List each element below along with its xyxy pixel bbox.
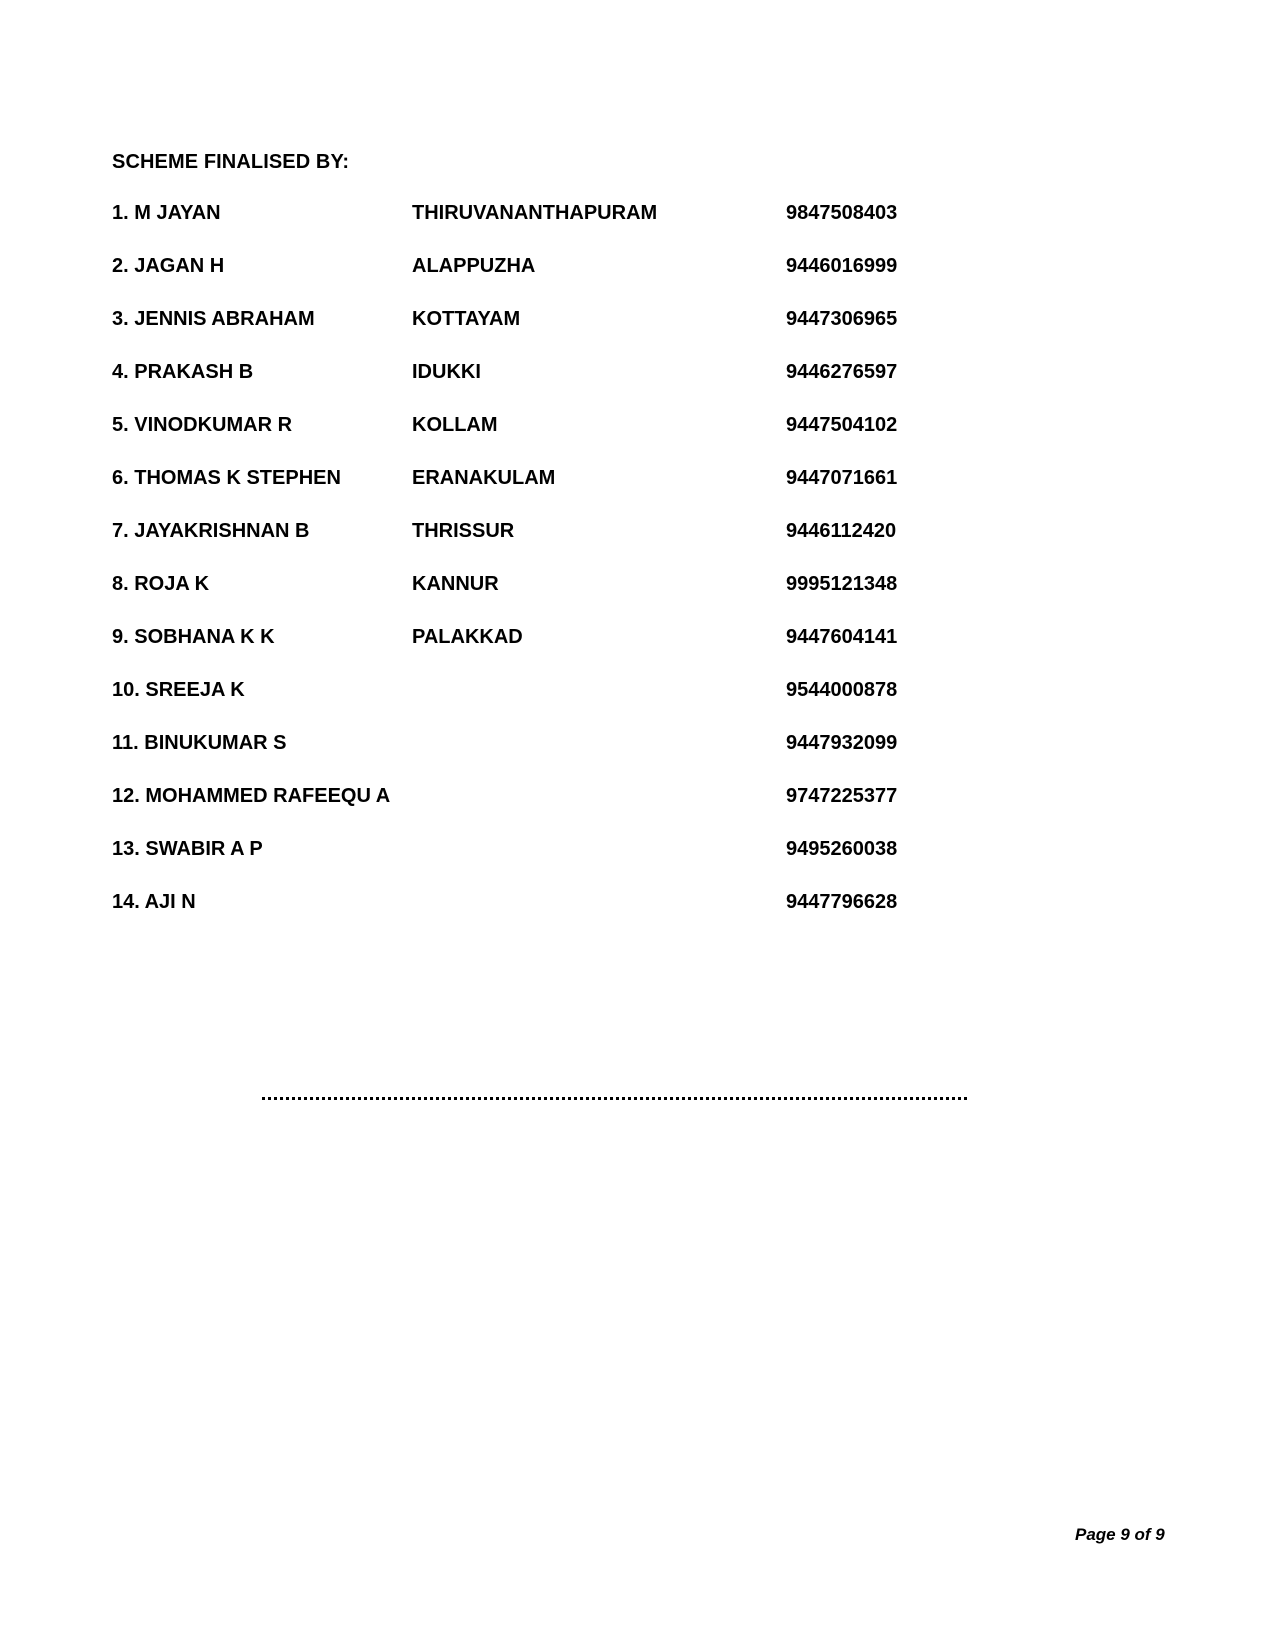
list-item (112, 732, 1012, 785)
member-name: 9. SOBHANA K K (112, 626, 275, 648)
member-name: 8. ROJA K (112, 573, 210, 595)
list-item (112, 467, 1012, 520)
member-district: ALAPPUZHA (412, 255, 536, 277)
member-phone: 9446016999 (786, 255, 898, 277)
section-heading: SCHEME FINALISED BY: (112, 151, 350, 173)
member-name: 7. JAYAKRISHNAN B (112, 520, 310, 542)
member-district: PALAKKAD (412, 626, 523, 648)
member-phone: 9446112420 (786, 520, 897, 542)
member-list (112, 202, 1012, 944)
member-name: 2. JAGAN H (112, 255, 225, 277)
member-name: 5. VINODKUMAR R (112, 414, 293, 436)
list-item (112, 679, 1012, 732)
member-name: 11. BINUKUMAR S (112, 732, 287, 754)
member-district: KOLLAM (412, 414, 498, 436)
list-item (112, 255, 1012, 308)
page-number: Page 9 of 9 (1075, 1525, 1165, 1544)
member-district: ERANAKULAM (412, 467, 556, 489)
member-district: THRISSUR (412, 520, 515, 542)
member-name: 6. THOMAS K STEPHEN (112, 467, 341, 489)
member-phone: 9447504102 (786, 414, 898, 436)
member-phone: 9544000878 (786, 679, 898, 701)
member-phone: 9447796628 (786, 891, 898, 913)
member-phone: 9447071661 (786, 467, 898, 489)
member-name: 14. AJI N (112, 891, 196, 913)
member-name: 10. SREEJA K (112, 679, 245, 701)
list-item (112, 891, 1012, 944)
list-item (112, 414, 1012, 467)
list-item (112, 202, 1012, 255)
list-item (112, 785, 1012, 838)
member-name: 4. PRAKASH B (112, 361, 254, 383)
member-name: 13. SWABIR A P (112, 838, 263, 860)
member-phone: 9495260038 (786, 838, 898, 860)
member-phone: 9447604141 (786, 626, 898, 648)
list-item (112, 361, 1012, 414)
member-phone: 9747225377 (786, 785, 898, 807)
member-district: IDUKKI (412, 361, 481, 383)
member-name: 3. JENNIS ABRAHAM (112, 308, 315, 330)
member-district: THIRUVANANTHAPURAM (412, 202, 658, 224)
list-item (112, 838, 1012, 891)
member-phone: 9447306965 (786, 308, 898, 330)
member-name: 12. MOHAMMED RAFEEQU A (112, 785, 391, 807)
member-phone: 9447932099 (786, 732, 898, 754)
list-item (112, 573, 1012, 626)
member-phone: 9995121348 (786, 573, 898, 595)
member-phone: 9847508403 (786, 202, 898, 224)
dotted-divider (262, 1087, 967, 1100)
member-district: KOTTAYAM (412, 308, 521, 330)
member-district: KANNUR (412, 573, 499, 595)
member-phone: 9446276597 (786, 361, 898, 383)
list-item (112, 626, 1012, 679)
list-item (112, 520, 1012, 573)
list-item (112, 308, 1012, 361)
member-name: 1. M JAYAN (112, 202, 221, 224)
